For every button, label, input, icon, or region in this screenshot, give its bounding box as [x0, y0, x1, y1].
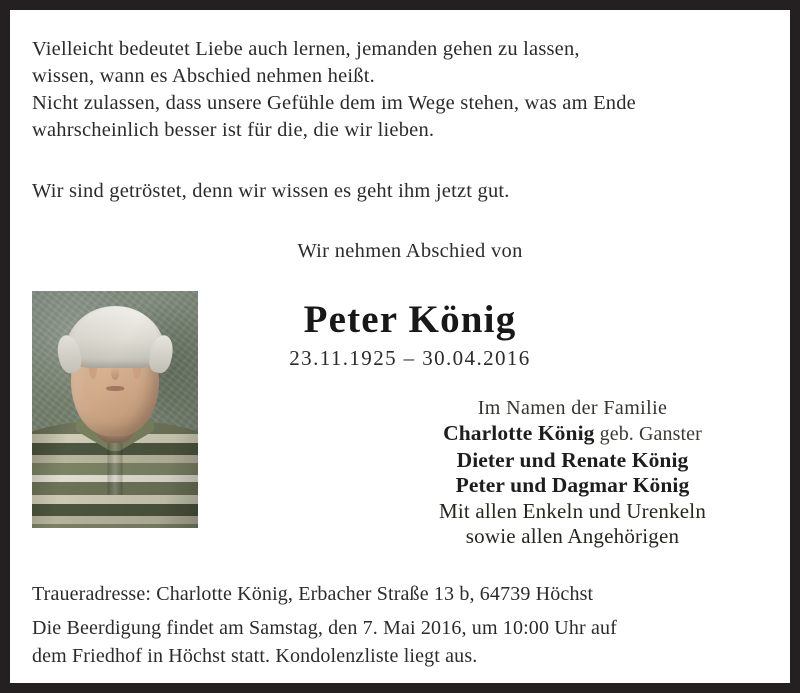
consolation-text: Wir sind getröstet, denn wir wissen es geht ihm jetzt gut. [32, 180, 510, 202]
portrait-frame [32, 291, 198, 528]
family-closing-line-1: Mit allen Enkeln und Urenkeln [438, 498, 707, 523]
verse-block [32, 36, 772, 144]
hair-shape [65, 306, 165, 368]
verse-line-1: Vielleicht bedeutet Liebe auch lernen, jemanden gehen zu lassen, [32, 38, 580, 60]
verse-line-4: wahrscheinlich besser ist für die, die wir lieben. [32, 119, 435, 141]
mouth-shape [106, 386, 124, 390]
shirt-placket-shape [108, 443, 123, 495]
family-primary-name [395, 421, 750, 448]
portrait-photo [32, 291, 198, 528]
footer-block [32, 580, 777, 670]
nose-shape [111, 367, 119, 381]
farewell-lead-text: Wir nehmen Abschied von [297, 240, 523, 262]
family-lead-text: Im Namen der Familie [477, 397, 668, 419]
funeral-details-line-1: Die Beerdigung findet am Samstag, den 7. Mai 2016, um 10:00 Uhr auf [32, 617, 617, 639]
funeral-details-line-2: dem Friedhof in Höchst statt. Kondolenzliste liegt aus. [32, 645, 478, 667]
verse-line-3: Nicht zulassen, dass unsere Gefühle dem im Wege stehen, was am Ende [32, 92, 636, 114]
family-primary-name-text: Charlotte König [443, 421, 595, 445]
mourning-address-line: Traueradresse: Charlotte König, Erbacher Straße 13 b, 64739 Höchst [32, 583, 594, 605]
family-closing-line-2: sowie allen Angehörigen [465, 524, 680, 548]
family-member-1: Dieter und Renate König [456, 447, 689, 472]
family-block [395, 396, 750, 550]
family-member-2: Peter und Dagmar König [455, 473, 690, 497]
deceased-name: Peter König [303, 298, 517, 341]
deceased-name-zone [225, 298, 595, 371]
obituary-card-inner [10, 10, 790, 683]
family-primary-name-suffix: geb. Ganster [594, 423, 702, 445]
verse-line-2: wissen, wann es Abschied nehmen heißt. [32, 65, 375, 87]
deceased-dates: 23.11.1925 – 30.04.2016 [289, 346, 531, 370]
